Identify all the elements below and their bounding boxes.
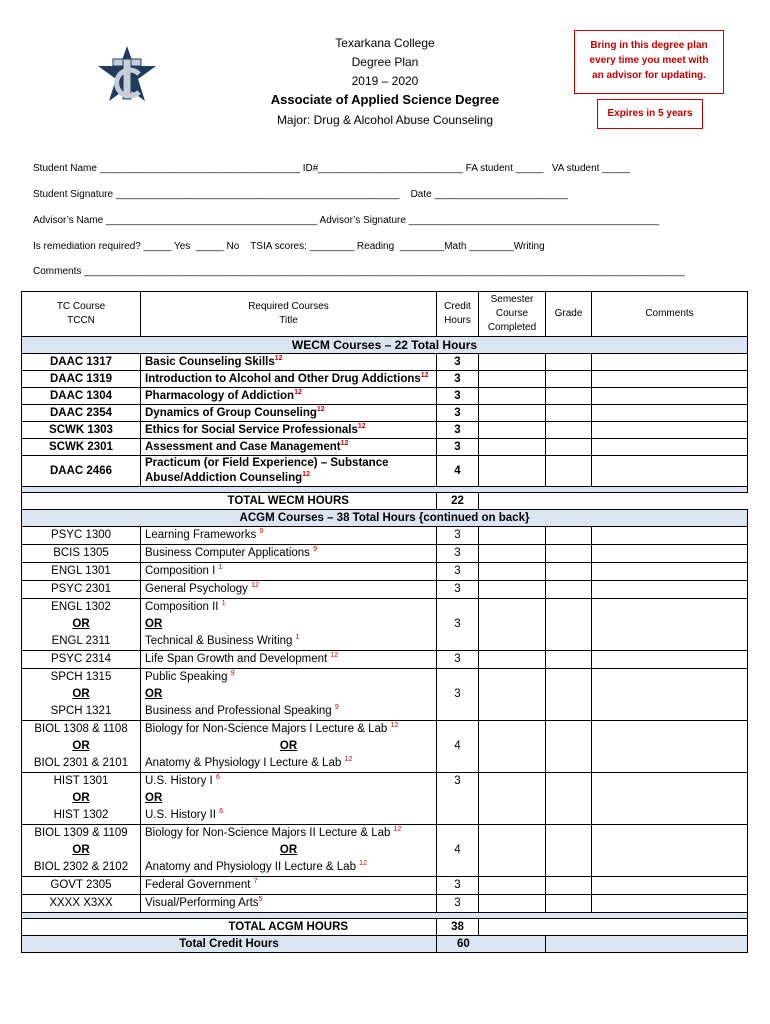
plan-years: 2019 – 2020 [351, 74, 419, 88]
table-row: ENGL 1301 Composition I $^1$ 3 [22, 563, 748, 581]
table-row: DAAC 2354 Dynamics of Group Counseling$^{12}$ 3 [22, 405, 748, 422]
table-row: BCIS 1305 Business Computer Applications $^9$ 3 [22, 545, 748, 563]
major-title: Major: Drug & Alcohol Abuse Counseling [276, 113, 494, 127]
table-row: DAAC 1319 Introduction to Alcohol and Other Drug Addictions$^{12}$ 3 [22, 371, 748, 388]
table-row: PSYC 2314 Life Span Growth and Development $^{12}$ 3 [22, 651, 748, 669]
advisor-line[interactable]: Advisor’s Name ______________________________________ Advisor’s Signature _____________________________________________ [33, 215, 659, 226]
table-row: SCWK 2301 Assessment and Case Management$^{12}$ 3 [22, 439, 748, 456]
wecm-heading-row: WECM Courses – 22 Total Hours [22, 337, 748, 354]
table-row: DAAC 1304 Pharmacology of Addiction$^{12}$ 3 [22, 388, 748, 405]
acgm-heading-row: ACGM Courses – 38 Total Hours {continued on back} [22, 510, 748, 527]
table-row: GOVT 2305 Federal Government $^7$ 3 [22, 877, 748, 895]
table-row: DAAC 1317 Basic Counseling Skills$^{12}$ 3 [22, 354, 748, 371]
col-comments: Comments [592, 292, 748, 337]
acgm-total-row: TOTAL ACGM HOURS 38 [22, 919, 748, 936]
table-row: DAAC 2466 Practicum (or Field Experience) – Substance Abuse/Addiction Counseling$^{12}$ 4 [22, 456, 748, 487]
table-row: PSYC 2301 General Psychology $^{12}$ 3 [22, 581, 748, 599]
degree-title: Associate of Applied Science Degree [270, 92, 500, 107]
table-row: XXXX X3XX Visual/Performing Arts$^5$ 3 [22, 895, 748, 913]
table-row: SCWK 1303 Ethics for Social Service Professionals$^{12}$ 3 [22, 422, 748, 439]
expires-notice: Expires in 5 years [597, 99, 703, 129]
bring-plan-notice: Bring in this degree plan every time you meet with an advisor for updating. [574, 30, 724, 94]
table-row: BIOL 1309 & 1109 OR BIOL 2302 & 2102 Biology for Non-Science Majors II Lecture & Lab $^{12}$ OR Anatomy and Physiology II Lecture & Lab $^{12}$ 4 [22, 825, 748, 877]
col-grade: Grade [546, 292, 592, 337]
col-title: Required Courses Title [141, 292, 437, 337]
col-semester: Semester Course Completed [479, 292, 546, 337]
wecm-rows [22, 354, 748, 487]
table-row: ENGL 1302 OR ENGL 2311 Composition II $^1$ OR Technical & Business Writing $^1$ 3 [22, 599, 748, 651]
table-row: PSYC 1300 Learning Frameworks $^9$ 3 [22, 527, 748, 545]
student-info-line[interactable]: Student Name ____________________________________ ID#__________________________ FA student _____ VA student _____ [33, 163, 631, 174]
wecm-total-row: TOTAL WECM HOURS 22 [22, 493, 748, 510]
remediation-line[interactable]: Is remediation required? _____ Yes _____ No TSIA scores: ________ Reading ________Math ________Writing [33, 241, 545, 252]
table-row: BIOL 1308 & 1108 OR BIOL 2301 & 2101 Biology for Non-Science Majors I Lecture & Lab $^{12}$ OR Anatomy & Physiology I Lecture & Lab $^{12}$ 4 [22, 721, 748, 773]
col-credit: Credit Hours [437, 292, 479, 337]
table-row: HIST 1301 OR HIST 1302 U.S. History I $^6$ OR U.S. History II $^6$ 3 [22, 773, 748, 825]
table-header-row [22, 292, 748, 337]
comments-line[interactable]: Comments ____________________________________________________________________________________________________________ [33, 266, 685, 277]
college-name: Texarkana College [335, 36, 435, 50]
table-row: SPCH 1315 OR SPCH 1321 Public Speaking $^9$ OR Business and Professional Speaking $^9$ 3 [22, 669, 748, 721]
doc-type: Degree Plan [351, 55, 419, 69]
col-course: TC Course TCCN [22, 292, 141, 337]
grand-total-row: Total Credit Hours 60 [22, 936, 748, 953]
acgm-rows [22, 527, 748, 913]
student-signature-line[interactable]: Student Signature ___________________________________________________ Date ________________________ [33, 189, 568, 200]
degree-plan-table [21, 291, 748, 953]
